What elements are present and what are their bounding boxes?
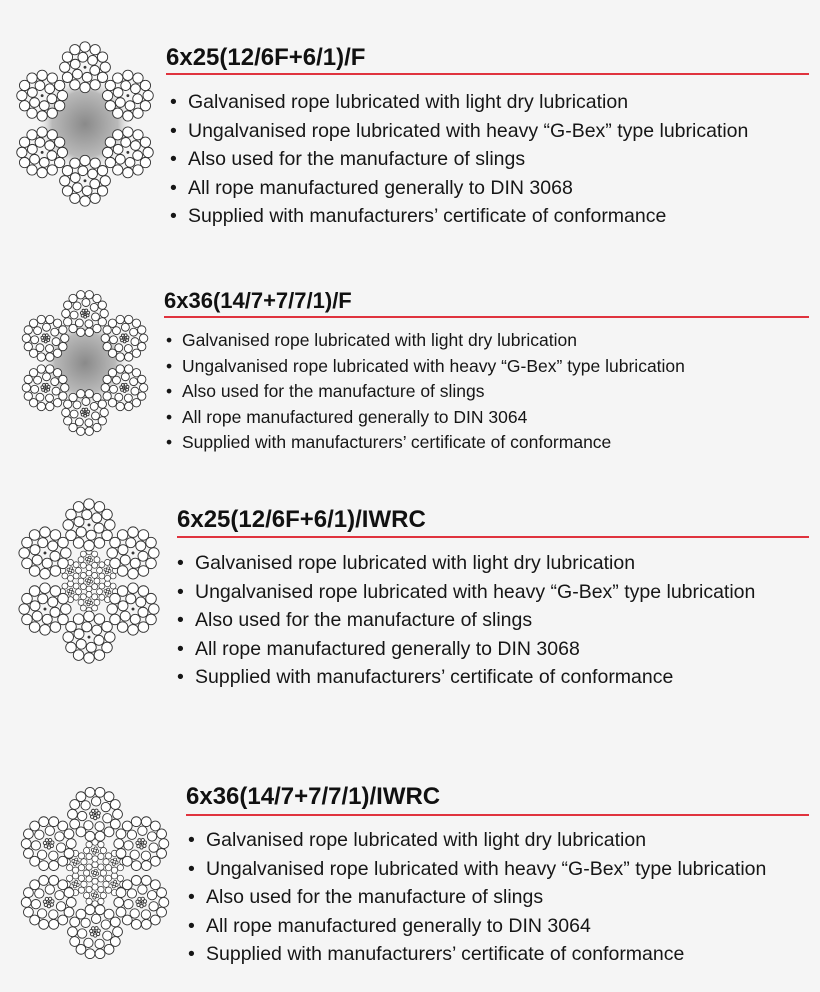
bullet-item: • Supplied with manufacturers’ certificate of conformance — [188, 940, 766, 969]
bullet-item: • All rope manufactured generally to DIN 3068 — [170, 174, 748, 203]
bullet-item: • Galvanised rope lubricated with light dry lubrication — [166, 328, 685, 354]
bullet-item: • Also used for the manufacture of slings — [170, 145, 748, 174]
bullet-item: • All rope manufactured generally to DIN 3068 — [177, 635, 755, 664]
bullet-item: • Ungalvanised rope lubricated with heavy “G-Bex” type lubrication — [166, 354, 685, 380]
bullet-item: • Ungalvanised rope lubricated with heavy “G-Bex” type lubrication — [188, 855, 766, 884]
wire-rope-6x25-iwrc-icon — [12, 496, 166, 666]
wire-rope-6x25-fibre-core-icon — [10, 38, 160, 210]
title-underline — [177, 536, 809, 538]
bullet-item: • Supplied with manufacturers’ certificate of conformance — [170, 202, 748, 231]
rope-spec-bullet-list — [177, 549, 755, 692]
bullet-item: • Supplied with manufacturers’ certificate of conformance — [177, 663, 755, 692]
rope-spec-title: 6x36(14/7+7/7/1)/IWRC — [186, 783, 441, 810]
bullet-item: • All rope manufactured generally to DIN 3064 — [188, 912, 766, 941]
rope-spec-bullet-list — [170, 88, 748, 231]
bullet-item: • Galvanised rope lubricated with light dry lubrication — [170, 88, 748, 117]
rope-spec-title: 6x25(12/6F+6/1)/IWRC — [177, 506, 426, 533]
rope-spec-title: 6x36(14/7+7/7/1)/F — [164, 288, 352, 313]
rope-spec-bullet-list — [188, 826, 766, 969]
bullet-item: • Also used for the manufacture of slings — [177, 606, 755, 635]
rope-spec-bullet-list — [166, 328, 685, 456]
bullet-item: • Galvanised rope lubricated with light dry lubrication — [177, 549, 755, 578]
wire-rope-6x36-iwrc-icon — [14, 784, 176, 962]
bullet-item: • Galvanised rope lubricated with light dry lubrication — [188, 826, 766, 855]
wire-rope-6x36-fibre-core-icon — [16, 288, 154, 438]
bullet-item: • Also used for the manufacture of slings — [188, 883, 766, 912]
title-underline — [166, 73, 809, 75]
rope-spec-title: 6x25(12/6F+6/1)/F — [166, 44, 366, 71]
bullet-item: • All rope manufactured generally to DIN 3064 — [166, 405, 685, 431]
bullet-item: • Ungalvanised rope lubricated with heavy “G-Bex” type lubrication — [170, 117, 748, 146]
title-underline — [186, 814, 809, 816]
bullet-item: • Also used for the manufacture of slings — [166, 379, 685, 405]
bullet-item: • Supplied with manufacturers’ certificate of conformance — [166, 430, 685, 456]
title-underline — [164, 316, 809, 318]
bullet-item: • Ungalvanised rope lubricated with heavy “G-Bex” type lubrication — [177, 578, 755, 607]
